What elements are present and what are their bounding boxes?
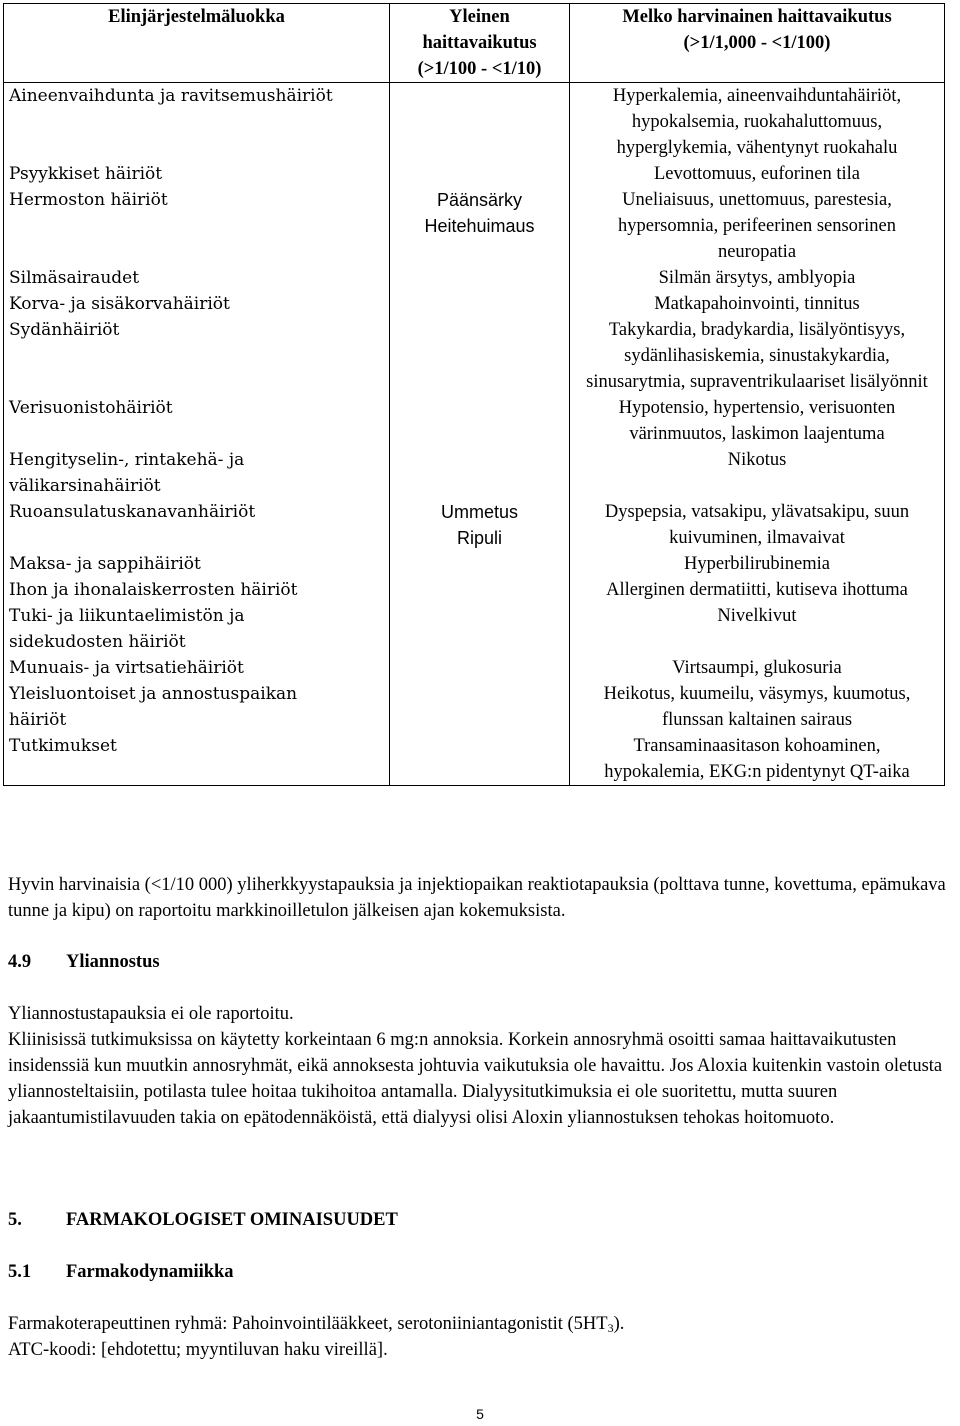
table-row bbox=[4, 681, 945, 733]
pharm-group-suffix: ). bbox=[613, 1314, 625, 1334]
common-cell bbox=[390, 603, 570, 655]
organ-cell: Tutkimukset bbox=[4, 733, 390, 786]
uncommon-cell: Dyspepsia, vatsakipu, ylävatsakipu, suun kuivuminen, ilmavaivat bbox=[570, 499, 945, 551]
table-row bbox=[4, 265, 945, 291]
uncommon-cell: Transaminaasitason kohoaminen, hypokalemia, EKG:n pidentynyt QT-aika bbox=[570, 733, 945, 786]
pharm-group-subscript: 3 bbox=[607, 1321, 614, 1335]
header-organ-class-text: Elinjärjestelmäluokka bbox=[108, 7, 285, 27]
organ-cell: Hengityselin-, rintakehä- ja välikarsinahäiriöt bbox=[4, 447, 390, 499]
common-cell: Päänsärky Heitehuimaus bbox=[390, 187, 570, 265]
table-row bbox=[4, 291, 945, 317]
overdose-paragraph-1: Yliannostustapauksia ei ole raportoitu. bbox=[8, 1004, 294, 1024]
section-number: 4.9 bbox=[8, 952, 32, 972]
table-row bbox=[4, 187, 945, 265]
atc-code: ATC-koodi: [ehdotettu; myyntiluvan haku vireillä]. bbox=[8, 1340, 388, 1360]
rare-reactions-paragraph: Hyvin harvinaisia (<1/10 000) yliherkkyystapauksia ja injektiopaikan reaktiotapauksia (polttava tunne, kovettuma, epämukava tunne ja kipu) on raportoitu markkinoilletulon jälkeisen ajan kokemuksista. bbox=[8, 875, 946, 921]
table-row bbox=[4, 577, 945, 603]
header-organ-class bbox=[4, 4, 390, 83]
organ-cell: Yleisluontoiset ja annostuspaikan häiriöt bbox=[4, 681, 390, 733]
uncommon-cell: Silmän ärsytys, amblyopia bbox=[570, 265, 945, 291]
table-row bbox=[4, 733, 945, 786]
section-title: FARMAKOLOGISET OMINAISUUDET bbox=[66, 1210, 398, 1230]
organ-cell: Munuais- ja virtsatiehäiriöt bbox=[4, 655, 390, 681]
pharmacotherapeutic-group bbox=[8, 1311, 948, 1337]
header-common-line1: Yleinen bbox=[449, 7, 510, 27]
page-number: 5 bbox=[476, 1406, 484, 1422]
table-row bbox=[4, 551, 945, 577]
organ-cell: Aineenvaihdunta ja ravitsemushäiriöt bbox=[4, 83, 390, 162]
common-cell bbox=[390, 681, 570, 733]
header-common bbox=[390, 4, 570, 83]
table-header-row bbox=[4, 4, 945, 83]
table-row bbox=[4, 447, 945, 499]
uncommon-cell: Heikotus, kuumeilu, väsymys, kuumotus, flunssan kaltainen sairaus bbox=[570, 681, 945, 733]
uncommon-cell: Takykardia, bradykardia, lisälyöntisyys, sydänlihasiskemia, sinustakykardia, sinusarytmia, supraventrikulaariset lisälyönnit bbox=[570, 317, 945, 395]
organ-cell: Tuki- ja liikuntaelimistön ja sidekudosten häiriöt bbox=[4, 603, 390, 655]
common-cell bbox=[390, 83, 570, 162]
uncommon-cell: Matkapahoinvointi, tinnitus bbox=[570, 291, 945, 317]
common-cell bbox=[390, 317, 570, 395]
overdose-paragraph-2: Kliinisissä tutkimuksissa on käytetty korkeintaan 6 mg:n annoksia. Korkein annosryhmä osoitti samaa haittavaikutusten insidenssiä kun muutkin annosryhmät, eikä annoksesta johtuvia vaikutuksia ole havaittu. Jos Aloxia kuitenkin vastoin oletusta yliannosteltaisiin, potilasta tulee hoitaa tukihoitoa antamalla. Dialyysitutkimuksia ei ole suoritettu, mutta suuren jakaantumistilavuuden takia on epätodennäköistä, että dialyysi olisi Aloxin yliannostuksen tehokas hoitomuoto. bbox=[8, 1030, 943, 1128]
table-row bbox=[4, 83, 945, 162]
table-row bbox=[4, 161, 945, 187]
section-number: 5. bbox=[8, 1210, 22, 1230]
section-heading-5 bbox=[8, 1207, 948, 1233]
uncommon-cell: Nikotus bbox=[570, 447, 945, 499]
table-row bbox=[4, 317, 945, 395]
common-cell bbox=[390, 551, 570, 577]
table-row bbox=[4, 655, 945, 681]
common-cell bbox=[390, 395, 570, 447]
organ-cell: Hermoston häiriöt bbox=[4, 187, 390, 265]
table-row bbox=[4, 395, 945, 447]
header-uncommon-line2: (>1/1,000 - <1/100) bbox=[683, 33, 831, 53]
common-cell bbox=[390, 577, 570, 603]
uncommon-cell: Hypotensio, hypertensio, verisuonten värinmuutos, laskimon laajentuma bbox=[570, 395, 945, 447]
organ-cell: Psyykkiset häiriöt bbox=[4, 161, 390, 187]
organ-cell: Maksa- ja sappihäiriöt bbox=[4, 551, 390, 577]
common-cell bbox=[390, 655, 570, 681]
uncommon-cell: Allerginen dermatiitti, kutiseva ihottuma bbox=[570, 577, 945, 603]
table-row bbox=[4, 499, 945, 551]
organ-cell: Ihon ja ihonalaiskerrosten häiriöt bbox=[4, 577, 390, 603]
organ-cell: Korva- ja sisäkorvahäiriöt bbox=[4, 291, 390, 317]
uncommon-cell: Uneliaisuus, unettomuus, parestesia, hypersomnia, perifeerinen sensorinen neuropatia bbox=[570, 187, 945, 265]
organ-cell: Ruoansulatuskanavanhäiriöt bbox=[4, 499, 390, 551]
uncommon-cell: Levottomuus, euforinen tila bbox=[570, 161, 945, 187]
header-uncommon bbox=[570, 4, 945, 83]
section-heading-5-1 bbox=[8, 1259, 948, 1285]
table-row bbox=[4, 603, 945, 655]
adverse-effects-table bbox=[3, 3, 945, 786]
section-title: Yliannostus bbox=[66, 952, 160, 972]
organ-cell: Silmäsairaudet bbox=[4, 265, 390, 291]
section-number: 5.1 bbox=[8, 1262, 32, 1282]
uncommon-cell: Hyperkalemia, aineenvaihduntahäiriöt, hypokalsemia, ruokahaluttomuus, hyperglykemia, vähentynyt ruokahalu bbox=[570, 83, 945, 162]
common-cell bbox=[390, 265, 570, 291]
uncommon-cell: Virtsaumpi, glukosuria bbox=[570, 655, 945, 681]
common-cell bbox=[390, 733, 570, 786]
section-heading-4-9 bbox=[8, 949, 948, 975]
header-common-line2: haittavaikutus bbox=[422, 33, 537, 53]
section-title: Farmakodynamiikka bbox=[66, 1262, 234, 1282]
header-uncommon-line1: Melko harvinainen haittavaikutus bbox=[622, 7, 892, 27]
uncommon-cell: Nivelkivut bbox=[570, 603, 945, 655]
common-cell bbox=[390, 291, 570, 317]
header-common-line3: (>1/100 - <1/10) bbox=[417, 59, 542, 79]
common-cell bbox=[390, 161, 570, 187]
organ-cell: Sydänhäiriöt bbox=[4, 317, 390, 395]
pharm-group-text: Farmakoterapeuttinen ryhmä: Pahoinvointilääkkeet, serotoniiniantagonistit (5HT bbox=[8, 1314, 608, 1334]
common-cell: Ummetus Ripuli bbox=[390, 499, 570, 551]
common-cell bbox=[390, 447, 570, 499]
organ-cell: Verisuonistohäiriöt bbox=[4, 395, 390, 447]
uncommon-cell: Hyperbilirubinemia bbox=[570, 551, 945, 577]
